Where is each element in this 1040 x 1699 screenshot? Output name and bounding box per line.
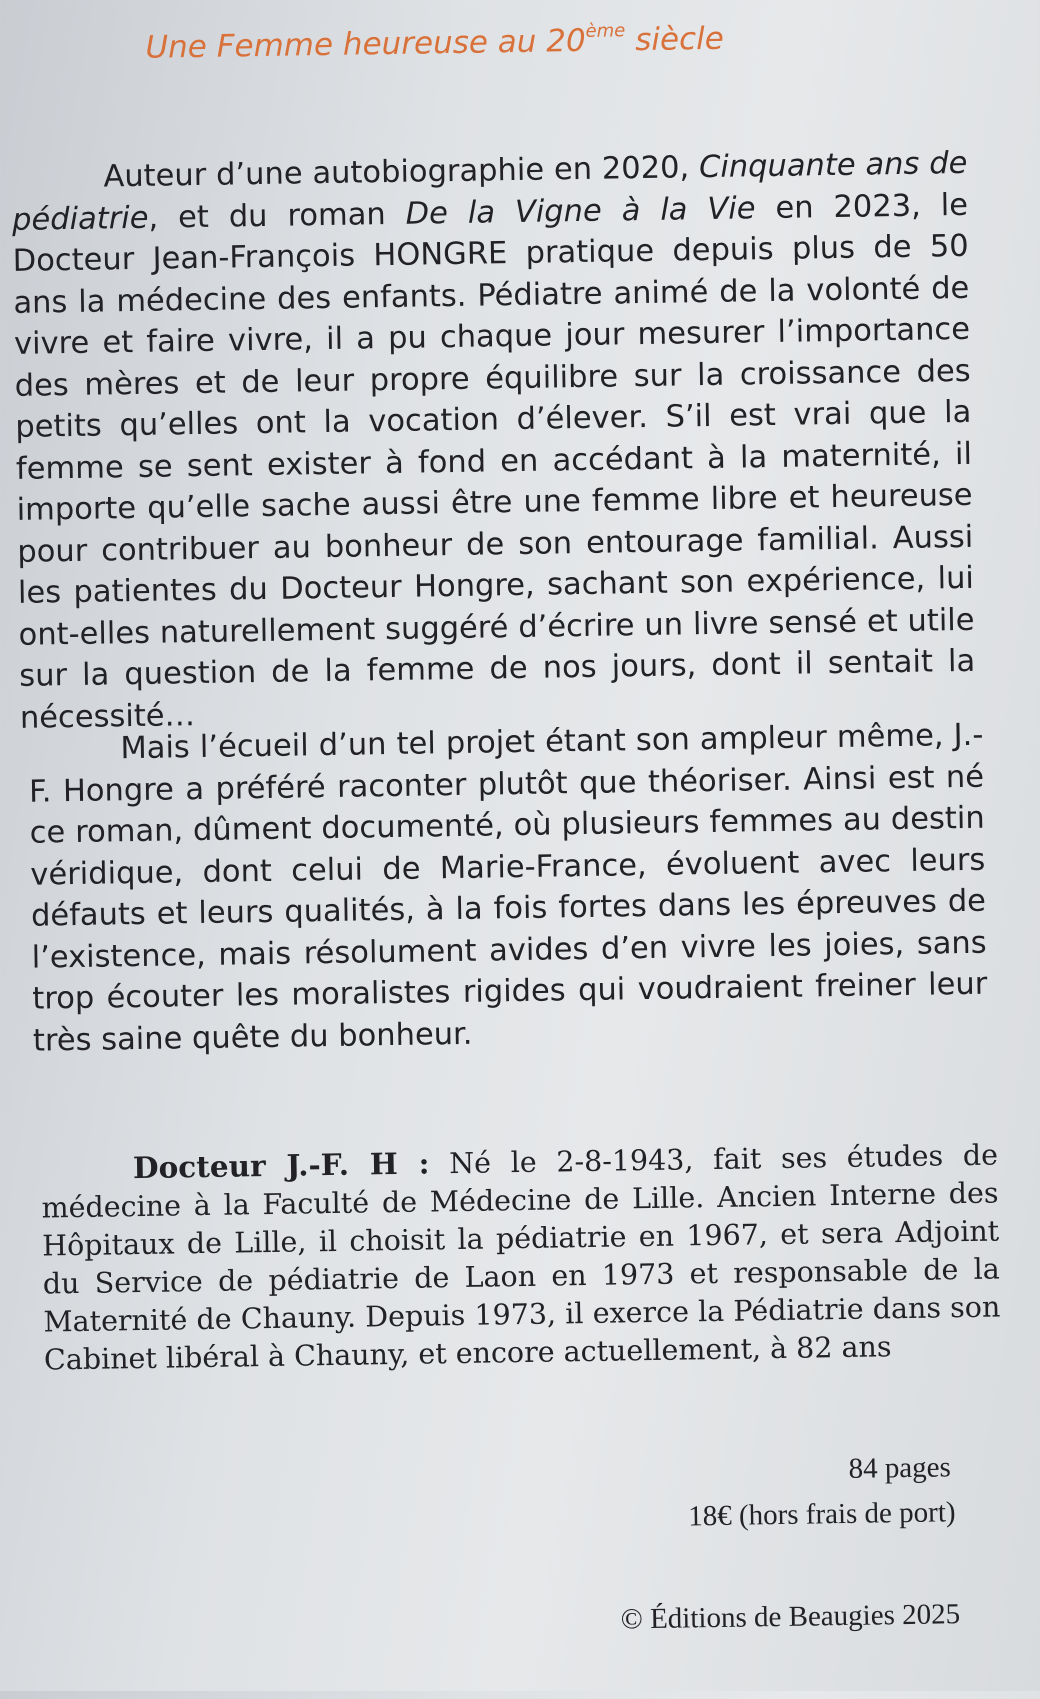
book-reference-1: Cinquante ans de pédiatrie	[11, 145, 968, 238]
author-name: Docteur J.-F. H :	[132, 1145, 430, 1186]
p1-text-b: , et du roman	[148, 196, 406, 236]
book-reference-2: De la Vigne à la Vie	[405, 190, 756, 232]
p1-text-c: en 2023, le Docteur Jean-François HONGRE pratique depuis plus de 50 ans la médecine des enfants. Pédiatre animé de la volonté de vivre et faire vivre, il a pu chaque jour mesurer l’importance des mères et de leur propre équilibre sur la croissance des petits qu’elles ont la vocation d’élever. S’il est vrai que la femme se sent exister à fond en accédant à la maternité, il importe qu’elle sache aussi être une femme libre et heureuse pour contribuer au bonheur de son entourage familial. Aussi les patientes du Docteur Hongre, sachant son expérience, lui ont-elles naturellement suggéré d’écrire un livre sensé et utile sur la question de la femme de nos jours, dont il sentait la nécessité…	[12, 187, 976, 736]
book-title-end: siècle	[625, 20, 725, 59]
copyright-notice: © Éditions de Beaugies 2025	[620, 1598, 961, 1636]
page-count: 84 pages	[848, 1451, 952, 1485]
price: 18€ (hors frais de port)	[687, 1496, 956, 1533]
synopsis-paragraph-2: Mais l’écueil d’un tel projet étant son ampleur même, J.-F. Hongre a préféré raconter plutôt que théoriser. Ainsi est né ce roman, dûment documenté, où plusieurs femmes au destin véridique, dont celui de Marie-France, évoluent avec leurs défauts et leurs qualités, à la fois fortes dans les épreuves de l’existence, mais résolument avides d’en vivre les joies, sans trop écouter les moralistes rigides qui voudraient freiner leur très saine quête du bonheur.	[28, 717, 988, 1059]
author-bio	[41, 1136, 1001, 1380]
synopsis-paragraph-1	[11, 143, 976, 739]
book-title-main: Une Femme heureuse au 20	[145, 22, 586, 66]
author-bio-text: Né le 2-8-1943, fait ses études de médecine à la Faculté de Médecine de Lille. Ancien Interne des Hôpitaux de Lille, il choisit la pédiatrie en 1967, et sera Adjoint du Service de pédiatrie de Laon en 1973 et responsable de la Maternité de Chauny. Depuis 1973, il exerce la Pédiatrie dans son Cabinet libéral à Chauny, et encore actuellement, à 82 ans	[41, 1138, 1001, 1377]
p1-text-a: Auteur d’une autobiographie en 2020,	[103, 150, 700, 195]
book-title-superscript: ème	[585, 20, 626, 42]
book-title	[145, 19, 724, 66]
